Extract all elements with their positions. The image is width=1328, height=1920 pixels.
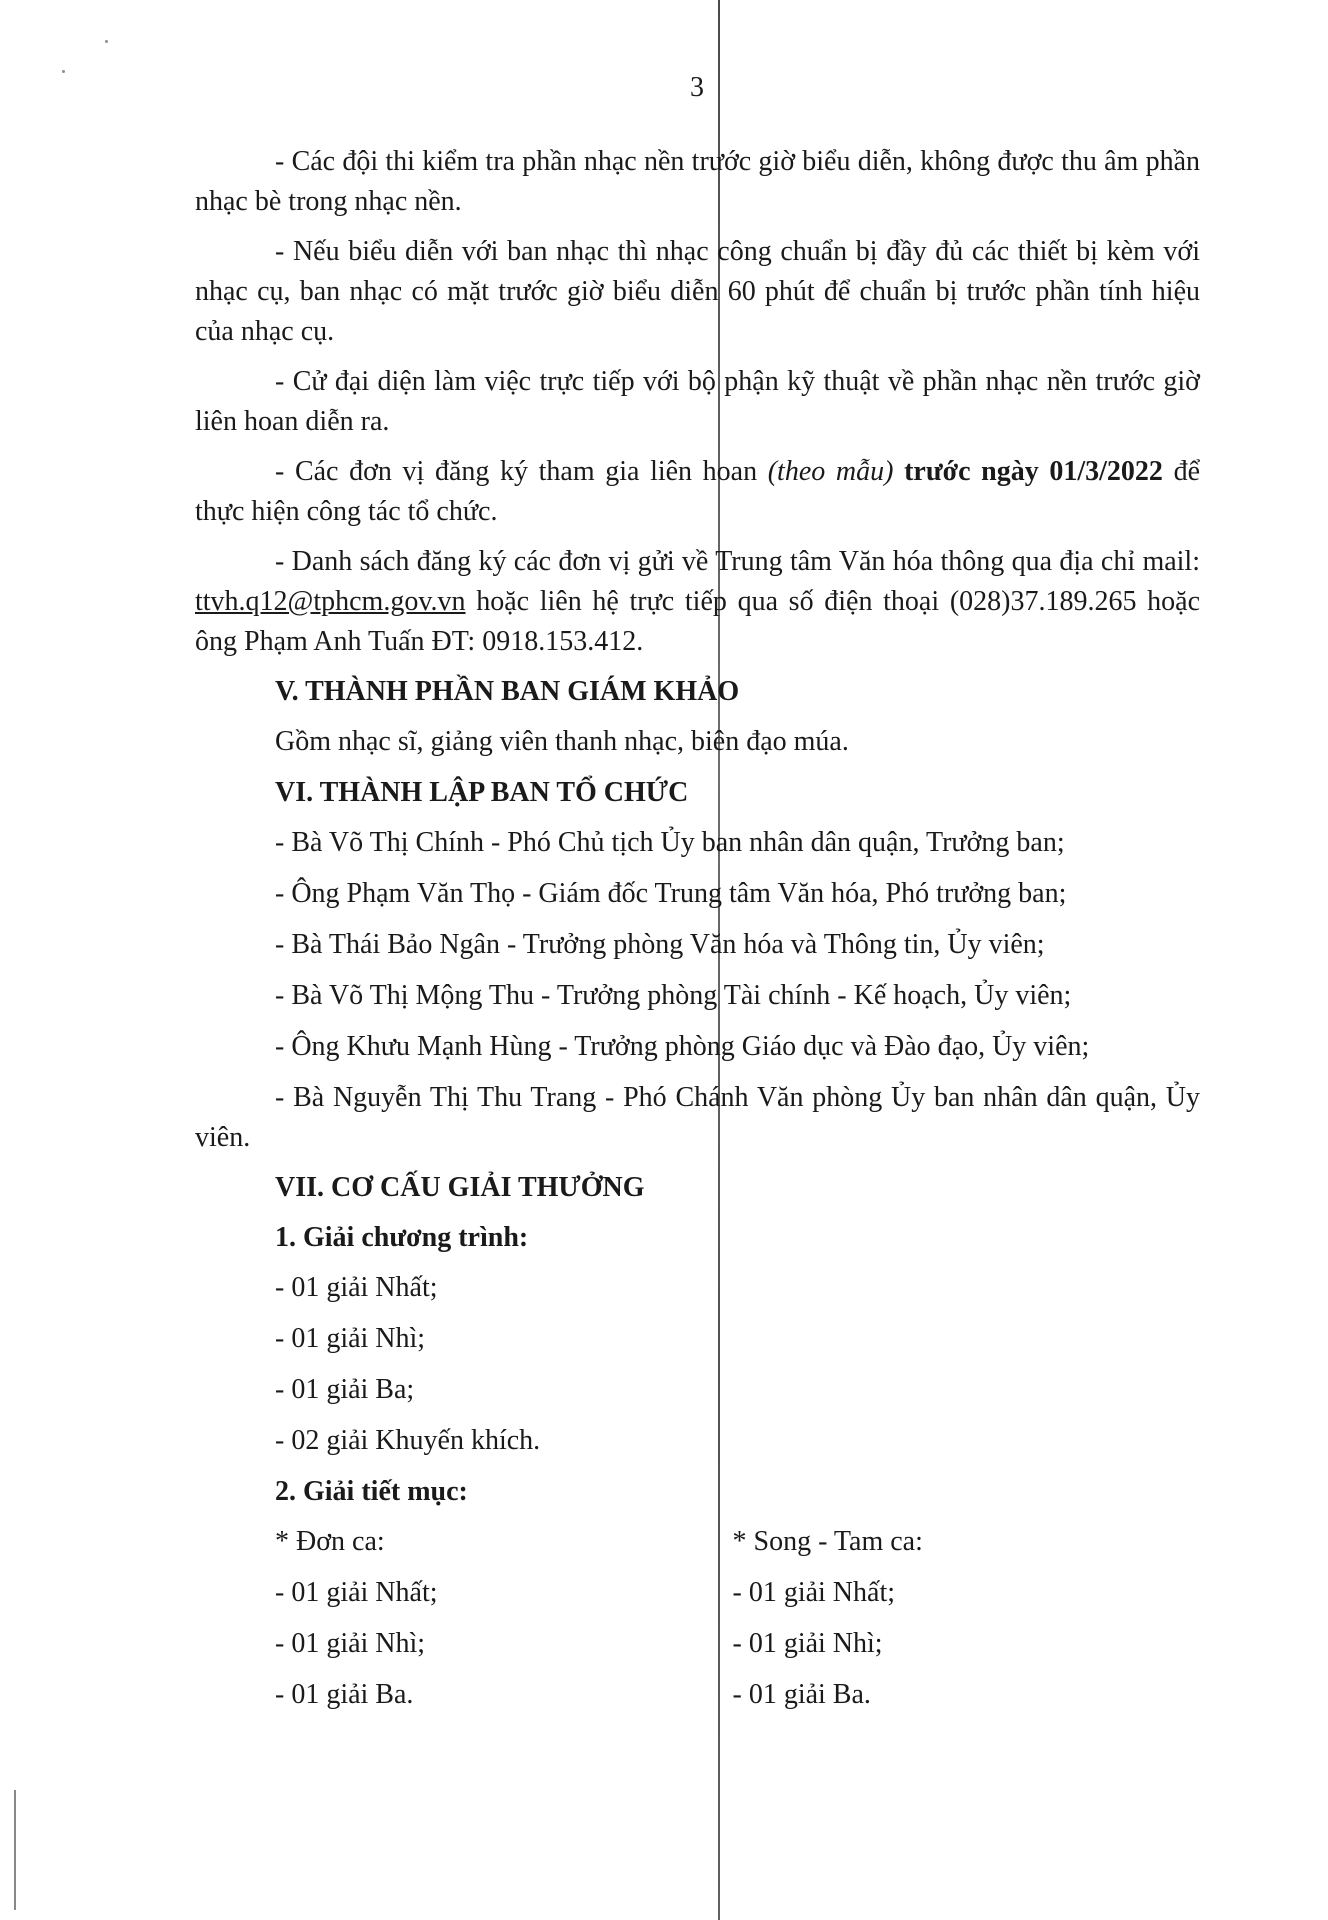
solo-prize: - 01 giải Nhất; (275, 1577, 438, 1608)
item-prize-title: 2. Giải tiết mục: (275, 1476, 468, 1507)
paragraph-band: - Nếu biểu diễn với ban nhạc thì nhạc công chuẩn bị đầy đủ các thiết bị kèm với nhạc cụ, ban nhạc có mặt trước giờ biểu diễn 60 phút để chuẩn bị trước phần tính hiệu của nhạc cụ. (195, 236, 1200, 347)
item-prize-columns (195, 1522, 1200, 1726)
solo-prize: - 01 giải Nhì; (275, 1628, 426, 1659)
solo-prize: - 01 giải Ba. (275, 1679, 414, 1710)
organizer-member: - Bà Võ Thị Mộng Thu - Trưởng phòng Tài chính - Kế hoạch, Ủy viên; (275, 980, 1072, 1011)
contact-phone-text: hoặc liên hệ trực tiếp qua số điện thoại (028)37.189.265 hoặc ông Phạm Anh Tuấn ĐT: 0918.153.412. (195, 586, 1200, 657)
page-number: 3 (690, 72, 704, 103)
duo-prize: - 01 giải Nhất; (732, 1577, 896, 1608)
program-prize: - 01 giải Nhì; (275, 1323, 426, 1354)
solo-title: * Đơn ca: (275, 1526, 385, 1557)
registration-text: - Các đơn vị đăng ký tham gia liên hoan (275, 456, 768, 487)
scan-edge-mark (14, 1790, 16, 1910)
paragraph-music-check: - Các đội thi kiểm tra phần nhạc nền trước giờ biểu diễn, không được thu âm phần nhạc bè trong nhạc nền. (195, 146, 1200, 217)
program-prize: - 02 giải Khuyến khích. (275, 1425, 541, 1456)
registration-form-note: (theo mẫu) (767, 456, 894, 487)
section5-heading: V. THÀNH PHẦN BAN GIÁM KHẢO (275, 676, 740, 707)
document-body (195, 142, 1200, 1726)
organizer-member: - Bà Nguyễn Thị Thu Trang - Phó Chánh Văn phòng Ủy ban nhân dân quận, Ủy viên. (195, 1082, 1200, 1153)
registration-deadline: trước ngày 01/3/2022 (893, 456, 1163, 487)
section5-text: Gồm nhạc sĩ, giảng viên thanh nhạc, biên đạo múa. (275, 726, 849, 757)
solo-prize-column (195, 1522, 698, 1726)
section6-heading: VI. THÀNH LẬP BAN TỔ CHỨC (275, 777, 689, 808)
scan-speck (105, 40, 108, 43)
paragraph-representative: - Cử đại diện làm việc trực tiếp với bộ phận kỹ thuật về phần nhạc nền trước giờ liên hoan diễn ra. (195, 366, 1200, 437)
duo-prize-column (698, 1522, 1201, 1726)
program-prize: - 01 giải Nhất; (275, 1272, 438, 1303)
duo-prize: - 01 giải Ba. (732, 1679, 871, 1710)
paragraph-registration (195, 452, 1200, 532)
registration-purpose: để thực hiện công tác tổ chức. (195, 456, 1200, 527)
contact-text: - Danh sách đăng ký các đơn vị gửi về Trung tâm Văn hóa thông qua địa chỉ mail: (275, 546, 1200, 577)
paragraph-contact (195, 542, 1200, 662)
organizer-member: - Ông Khưu Mạnh Hùng - Trưởng phòng Giáo dục và Đào đạo, Ủy viên; (275, 1031, 1090, 1062)
organizer-member: - Ông Phạm Văn Thọ - Giám đốc Trung tâm Văn hóa, Phó trưởng ban; (275, 878, 1067, 909)
contact-email-link[interactable]: ttvh.q12@tphcm.gov.vn (195, 586, 466, 617)
organizer-member: - Bà Thái Bảo Ngân - Trưởng phòng Văn hóa và Thông tin, Ủy viên; (275, 929, 1045, 960)
duo-title: * Song - Tam ca: (732, 1526, 923, 1557)
program-prize: - 01 giải Ba; (275, 1374, 415, 1405)
scan-speck (62, 70, 65, 73)
program-prize-title: 1. Giải chương trình: (275, 1222, 529, 1253)
duo-prize: - 01 giải Nhì; (732, 1628, 883, 1659)
section7-heading: VII. CƠ CẤU GIẢI THƯỞNG (275, 1172, 645, 1203)
organizer-member: - Bà Võ Thị Chính - Phó Chủ tịch Ủy ban nhân dân quận, Trưởng ban; (275, 827, 1065, 858)
